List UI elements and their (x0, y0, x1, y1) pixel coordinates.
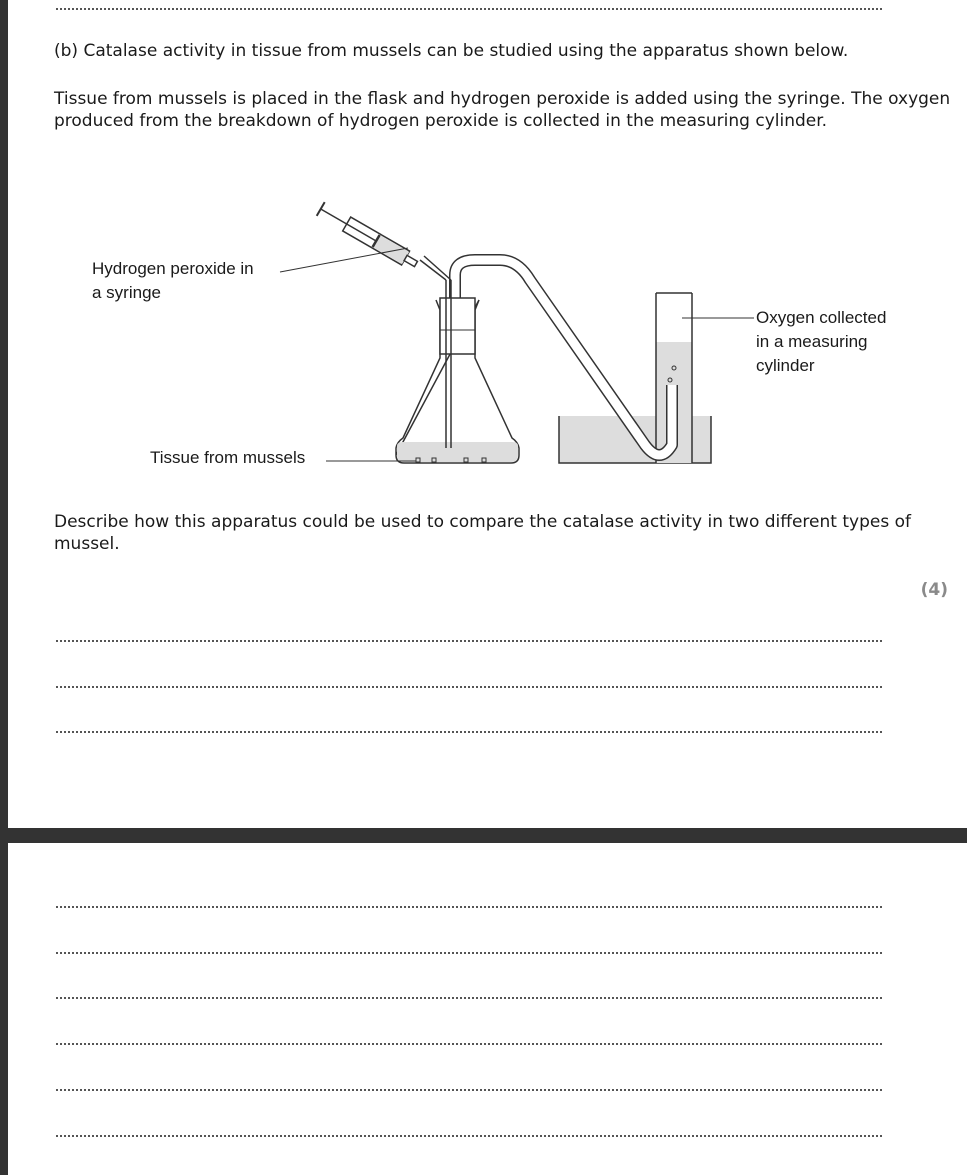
syringe (317, 202, 420, 271)
syringe-label-line (280, 248, 408, 272)
marks-available: (4) (920, 580, 948, 600)
answer-line[interactable] (56, 731, 882, 733)
page-break (0, 828, 967, 843)
oxygen-label-line2: in a measuring (756, 332, 868, 351)
tissue-label: Tissue from mussels (150, 448, 306, 467)
oxygen-label-line1: Oxygen collected (756, 308, 887, 327)
question-intro: Tissue from mussels is placed in the flask and hydrogen peroxide is added using the syringe. The oxygen produced from the breakdown of hydrogen peroxide is collected in the measuring cylinder. (54, 89, 951, 131)
question-task: Describe how this apparatus could be used to compare the catalase activity in two different types of mussel. (54, 512, 911, 554)
answer-line[interactable] (56, 686, 882, 688)
answer-line[interactable] (56, 906, 882, 908)
answer-line[interactable] (56, 952, 882, 954)
apparatus-diagram (0, 190, 967, 480)
answer-line[interactable] (56, 640, 882, 642)
answer-line[interactable] (56, 1089, 882, 1091)
oxygen-label-line3: cylinder (756, 356, 815, 375)
syringe-nozzle (404, 255, 417, 266)
answer-line[interactable] (56, 1135, 882, 1137)
syringe-plunger-rod (321, 209, 376, 241)
page-left-border (0, 0, 8, 1175)
answer-line[interactable] (56, 1043, 882, 1045)
mussel-tissue-liquid (397, 442, 518, 462)
syringe-label-line2: a syringe (92, 283, 161, 302)
syringe-label-line1: Hydrogen peroxide in (92, 259, 254, 278)
question-part-b: (b) Catalase activity in tissue from mussels can be studied using the apparatus shown below. (54, 41, 849, 61)
answer-line (56, 8, 882, 10)
answer-line[interactable] (56, 997, 882, 999)
syringe-tube-bend (424, 256, 451, 280)
syringe-plunger-end (317, 202, 325, 216)
